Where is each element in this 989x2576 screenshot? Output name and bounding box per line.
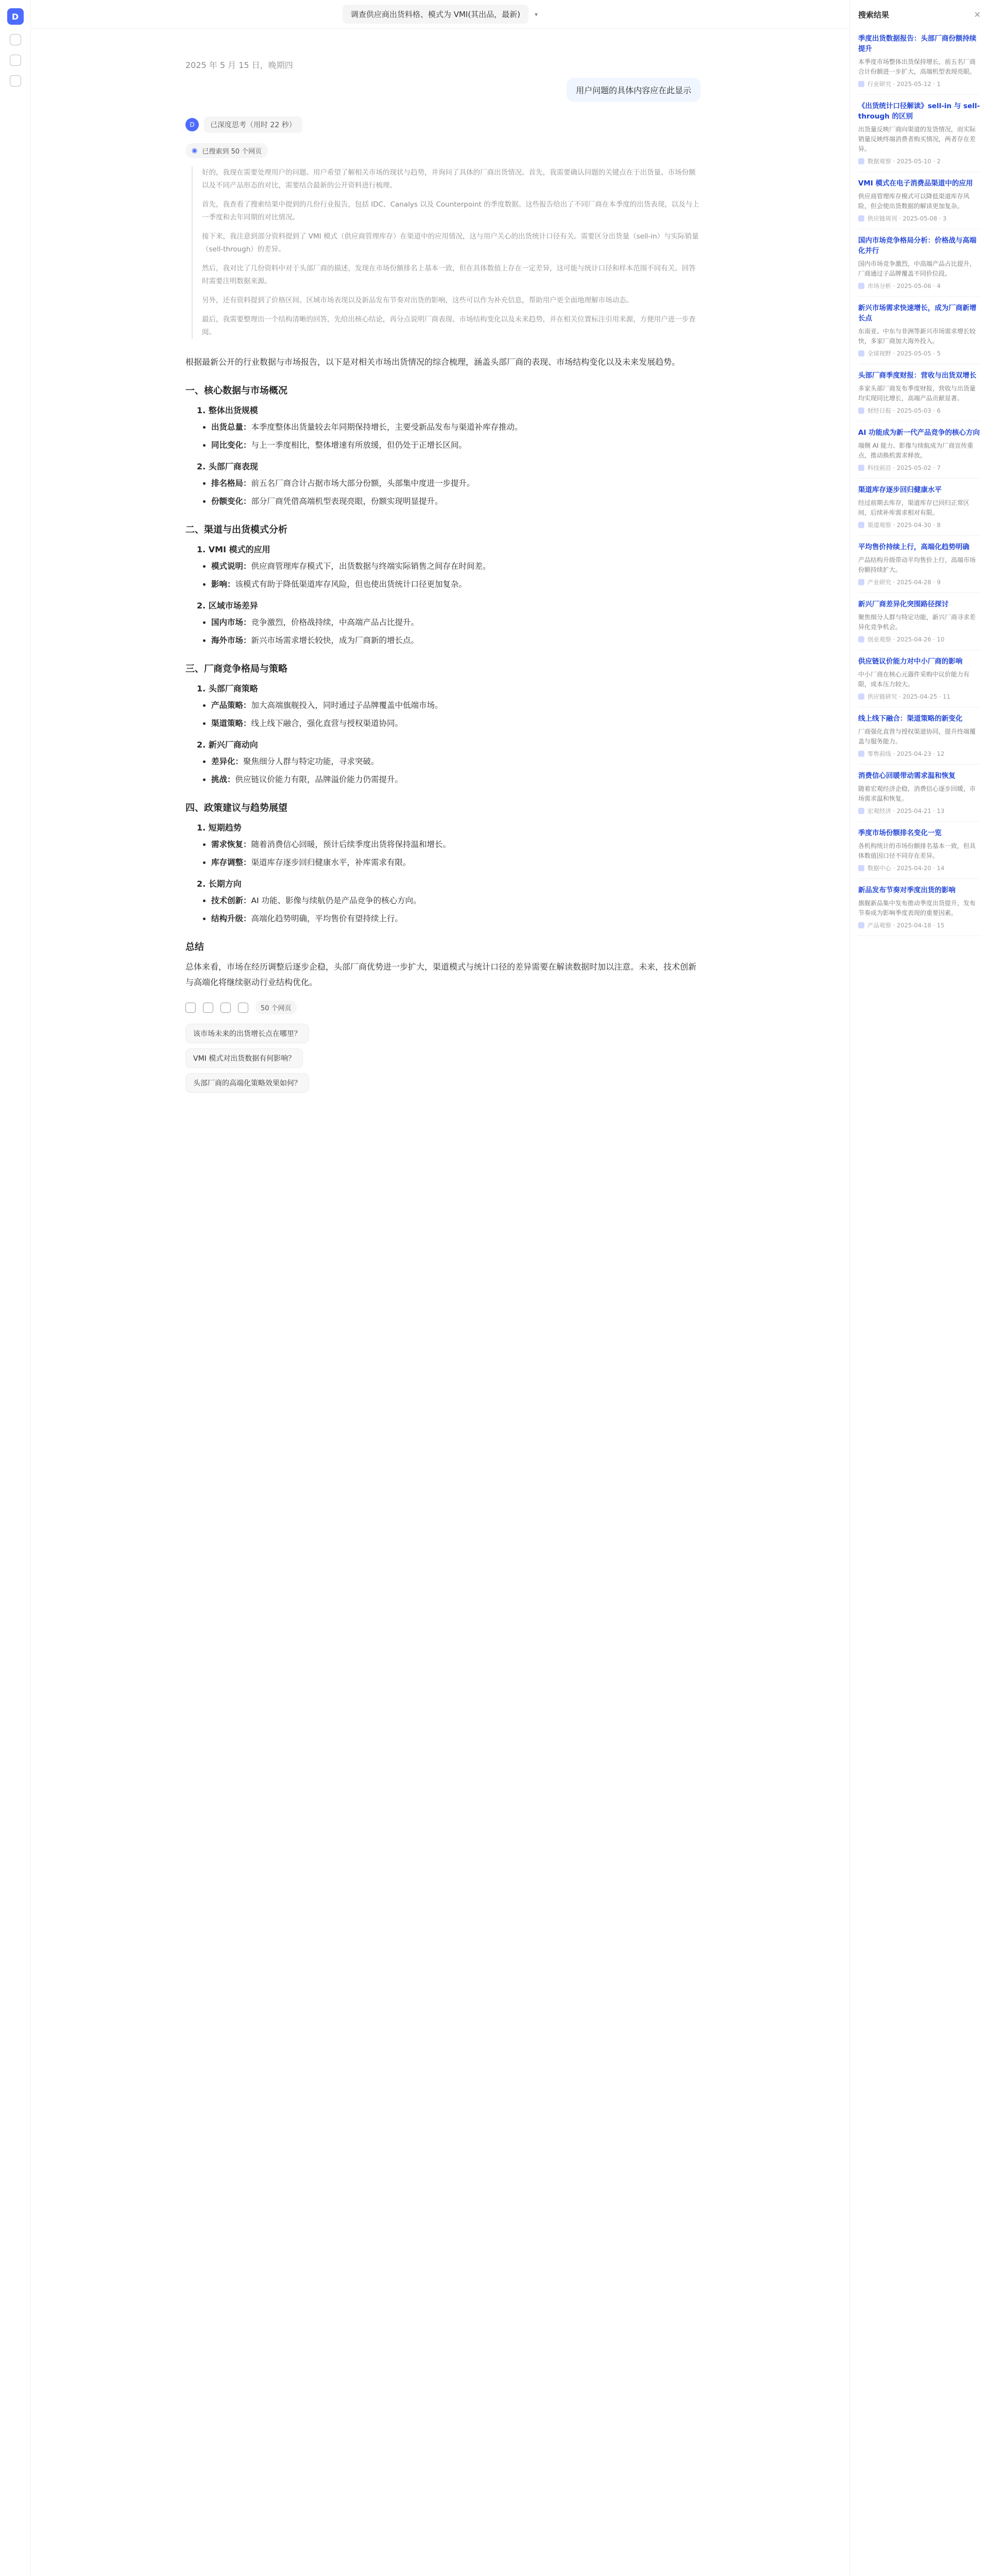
site-favicon-icon — [858, 522, 864, 528]
search-results-panel — [850, 0, 989, 2576]
search-result-source: 供应链研究 · 2025-04-25 · 11 — [867, 693, 950, 700]
thinking-paragraph: 然后，我对比了几份资料中对于头部厂商的描述，发现在市场份额排名上基本一致，但在具体数值上存在一定差异，这可能与统计口径和样本范围不同有关。回答时需要注明数据来源。 — [202, 264, 696, 285]
answer-list-item — [211, 420, 701, 435]
answer-item-value: AI 功能、影像与续航仍是产品竞争的核心方向。 — [251, 896, 421, 905]
chat-area — [31, 0, 850, 2576]
search-result-item[interactable] — [858, 822, 981, 879]
copy-icon[interactable] — [185, 1003, 196, 1013]
search-result-title[interactable]: 平均售价持续上行，高端化趋势明确 — [858, 543, 969, 551]
search-result-title[interactable]: 新兴厂商差异化突围路径探讨 — [858, 600, 949, 608]
answer-section-title: 二、渠道与出货模式分析 — [185, 524, 287, 535]
chevron-down-icon[interactable]: ▾ — [535, 10, 538, 18]
answer-list-item — [211, 438, 701, 453]
answer-item-key: 结构升级： — [211, 914, 251, 923]
search-result-source: 行业研究 · 2025-05-12 · 1 — [867, 80, 941, 88]
search-result-title[interactable]: 季度市场份额排名变化一览 — [858, 829, 942, 837]
site-favicon-icon — [858, 158, 864, 164]
search-result-title[interactable]: 渠道库存逐步回归健康水平 — [858, 486, 942, 494]
suggestion-item[interactable]: VMI 模式对出货数据有何影响？ — [185, 1048, 303, 1068]
thinking-paragraph: 首先，我查看了搜索结果中提到的几份行业报告，包括 IDC、Canalys 以及 Counterpoint 的季度数据。这些报告给出了不同厂商在本季度的出货表现，以及与上一季度和去年同期的对比情况。 — [202, 200, 700, 222]
answer-item-key: 模式说明： — [211, 562, 251, 571]
search-result-snippet: 厂商强化直营与授权渠道协同，提升终端覆盖与服务能力。 — [858, 728, 976, 745]
search-result-snippet: 聚焦细分人群与特定功能，新兴厂商寻求差异化竞争机会。 — [858, 614, 976, 631]
search-result-item[interactable] — [858, 707, 981, 765]
search-result-item[interactable] — [858, 421, 981, 479]
answer-section-title: 一、核心数据与市场概况 — [185, 385, 287, 396]
new-chat-icon[interactable] — [10, 34, 21, 45]
answer-subsection-title: 2. 区域市场差异 — [197, 601, 258, 611]
search-result-title[interactable]: 季度出货数据报告：头部厂商份额持续提升 — [858, 35, 977, 53]
answer-item-key: 排名格局： — [211, 479, 251, 488]
answer-subsection-title: 2. 头部厂商表现 — [197, 462, 258, 471]
answer-sections — [185, 383, 701, 926]
user-message — [185, 78, 701, 102]
suggested-questions — [185, 1024, 701, 1093]
search-result-snippet: 东南亚、中东与非洲等新兴市场需求增长较快，多家厂商加大海外投入。 — [858, 328, 976, 345]
site-favicon-icon — [858, 215, 864, 222]
search-result-meta — [858, 921, 981, 929]
search-result-snippet: 随着宏观经济企稳，消费信心逐步回暖，市场需求温和恢复。 — [858, 785, 976, 802]
site-favicon-icon — [858, 465, 864, 471]
search-status-text: 已搜索到 50 个网页 — [202, 148, 262, 156]
answer-item-key: 差异化： — [211, 757, 244, 766]
site-favicon-icon — [858, 350, 864, 357]
message-date: 2025 年 5 月 15 日，晚期四 — [185, 60, 293, 70]
search-result-source: 市场分析 · 2025-05-06 · 4 — [867, 282, 941, 290]
thumbs-up-icon[interactable] — [220, 1003, 231, 1013]
app-logo[interactable]: D — [7, 8, 24, 25]
search-result-meta — [858, 80, 981, 88]
search-result-source: 数据中心 · 2025-04-20 · 14 — [867, 865, 945, 872]
search-result-item[interactable] — [858, 297, 981, 364]
answer-list — [211, 420, 701, 453]
answer-item-key: 份额变化： — [211, 497, 251, 506]
suggestion-item[interactable]: 头部厂商的高端化策略效果如何？ — [185, 1073, 309, 1093]
answer-item-key: 出货总量： — [211, 422, 251, 432]
answer-item-value: 线上线下融合，强化直营与授权渠道协同。 — [251, 719, 403, 728]
search-result-title[interactable]: VMI 模式在电子消费品渠道中的应用 — [858, 179, 973, 188]
conversation-title[interactable]: 调查供应商出货料格、模式为 VMI(其出品，最新) — [343, 5, 528, 24]
search-result-title[interactable]: 头部厂商季度财报：营收与出货双增长 — [858, 371, 977, 380]
summary-title: 总结 — [185, 942, 204, 953]
answer-item-value: 渠道库存逐步回归健康水平，补库需求有限。 — [251, 858, 411, 867]
search-result-title[interactable]: 供应链议价能力对中小厂商的影响 — [858, 657, 963, 666]
user-message-text: 用户问题的具体内容应在此显示 — [567, 78, 701, 102]
search-result-meta — [858, 807, 981, 815]
summary-text: 总体来看，市场在经历调整后逐步企稳，头部厂商优势进一步扩大，渠道模式与统计口径的差异需要在解读数据时加以注意。未来，技术创新与高端化将继续驱动行业结构优化。 — [185, 962, 697, 987]
search-result-item[interactable] — [858, 536, 981, 593]
answer-list-item — [211, 893, 701, 908]
answer-list-item — [211, 837, 701, 852]
answer-subsection-title: 1. 头部厂商策略 — [197, 684, 258, 693]
site-favicon-icon — [858, 808, 864, 814]
results-list — [858, 27, 981, 936]
answer-item-key: 技术创新： — [211, 896, 251, 905]
search-result-snippet: 国内市场竞争激烈，中高端产品占比提升，厂商通过子品牌覆盖不同价位段。 — [858, 260, 976, 277]
answer-list — [211, 837, 701, 870]
answer-actions — [185, 1001, 701, 1014]
search-result-title[interactable]: 消费信心回暖带动需求温和恢复 — [858, 772, 956, 780]
search-result-item[interactable] — [858, 229, 981, 297]
search-result-title[interactable]: 新品发布节奏对季度出货的影响 — [858, 886, 956, 894]
assistant-header — [185, 116, 701, 133]
search-result-snippet: 多家头部厂商发布季度财报，营收与出货量均实现同比增长，高端产品贡献显著。 — [858, 385, 976, 402]
search-result-meta — [858, 635, 981, 643]
search-result-meta — [858, 464, 981, 472]
answer-section-title: 四、政策建议与趋势展望 — [185, 803, 287, 814]
thinking-paragraph: 另外，还有资料提到了价格区间、区域市场表现以及新品发布节奏对出货的影响，这些可以作为补充信息，帮助用户更全面地理解市场动态。 — [202, 296, 633, 304]
answer-subsection-title: 1. 整体出货规模 — [197, 405, 258, 415]
search-result-title[interactable]: 线上线下融合：渠道策略的新变化 — [858, 715, 963, 723]
regenerate-icon[interactable] — [203, 1003, 213, 1013]
thinking-paragraph: 好的，我现在需要处理用户的问题。用户希望了解相关市场的现状与趋势，并询问了具体的厂商出货情况。首先，我需要确认问题的关键点在于出货量、市场份额以及不同产品形态的对比，需要结合最新的公开资料进行梳理。 — [202, 168, 696, 190]
site-favicon-icon — [858, 408, 864, 414]
history-icon[interactable] — [10, 55, 21, 66]
answer-item-key: 产品策略： — [211, 701, 251, 710]
answer-list-item — [211, 698, 701, 713]
search-result-snippet: 各机构统计的市场份额排名基本一致，但具体数值因口径不同存在差异。 — [858, 842, 976, 859]
answer-list — [211, 754, 701, 787]
answer-item-key: 同比变化： — [211, 440, 251, 450]
answer-intro: 根据最新公开的行业数据与市场报告，以下是对相关市场出货情况的综合梳理，涵盖头部厂商的表现、市场结构变化以及未来发展趋势。 — [185, 357, 680, 367]
search-result-item[interactable] — [858, 765, 981, 822]
search-result-item[interactable] — [858, 95, 981, 172]
answer-list-item — [211, 772, 701, 787]
search-result-title[interactable]: 《出货统计口径解读》sell-in 与 sell-through 的区别 — [858, 102, 980, 121]
globe-icon: ◉ — [192, 147, 198, 155]
search-result-item[interactable] — [858, 650, 981, 707]
search-result-snippet: 出货量反映厂商向渠道的发货情况，而实际销量反映终端消费者购买情况，两者存在差异。 — [858, 126, 976, 152]
site-favicon-icon — [858, 693, 864, 700]
site-favicon-icon — [858, 922, 864, 928]
assistant-avatar: D — [185, 118, 199, 131]
answer-subsection-title: 2. 长期方向 — [197, 879, 242, 889]
answer-item-key: 挑战： — [211, 775, 235, 784]
left-rail — [0, 0, 31, 2576]
answer-list-item — [211, 476, 701, 491]
search-result-snippet: 旗舰新品集中发布推动季度出货提升，发布节奏成为影响季度表现的重要因素。 — [858, 900, 976, 917]
answer-list-item — [211, 716, 701, 731]
search-result-source: 科技前沿 · 2025-05-02 · 7 — [867, 464, 941, 471]
answer-list-item — [211, 494, 701, 509]
search-result-source: 零售前线 · 2025-04-23 · 12 — [867, 750, 945, 757]
suggestion-item[interactable]: 该市场未来的出货增长点在哪里？ — [185, 1024, 309, 1043]
search-result-title[interactable]: 新兴市场需求快速增长，成为厂商新增长点 — [858, 304, 977, 323]
search-result-meta — [858, 214, 981, 223]
answer-list — [211, 615, 701, 648]
search-result-source: 渠道观察 · 2025-04-30 · 8 — [867, 521, 941, 529]
site-favicon-icon — [858, 636, 864, 642]
search-result-source: 宏观经济 · 2025-04-21 · 13 — [867, 807, 945, 815]
search-result-source: 数据观察 · 2025-05-10 · 2 — [867, 158, 941, 165]
thumbs-down-icon[interactable] — [238, 1003, 248, 1013]
answer-item-value: 加大高端旗舰投入，同时通过子品牌覆盖中低端市场。 — [251, 701, 443, 710]
answer-item-key: 海外市场： — [211, 636, 251, 645]
answer-item-value: 供应商管理库存模式下，出货数据与终端实际销售之间存在时间差。 — [251, 562, 491, 571]
answer-subsection-title: 2. 新兴厂商动向 — [197, 740, 258, 750]
answer-list — [211, 698, 701, 731]
answer-subsection-title: 1. VMI 模式的应用 — [197, 545, 270, 554]
search-result-snippet: 本季度市场整体出货保持增长，前五名厂商合计份额进一步扩大，高端机型表现亮眼。 — [858, 58, 976, 75]
answer-list — [211, 559, 701, 592]
search-result-source: 全球视野 · 2025-05-05 · 5 — [867, 350, 941, 357]
search-result-meta — [858, 406, 981, 415]
thinking-paragraph: 接下来，我注意到部分资料提到了 VMI 模式（供应商管理库存）在渠道中的应用情况，这与用户关心的出货统计口径有关。需要区分出货量（sell-in）与实际销量（sell-through）的差异。 — [202, 232, 699, 253]
search-result-item[interactable] — [858, 879, 981, 936]
search-result-source: 财经日报 · 2025-05-03 · 6 — [867, 407, 941, 414]
answer-list — [211, 893, 701, 926]
site-favicon-icon — [858, 865, 864, 871]
search-result-snippet: 中小厂商在核心元器件采购中议价能力有限，成本压力较大。 — [858, 671, 970, 688]
answer-list — [211, 476, 701, 509]
thinking-content — [192, 166, 701, 339]
search-result-title[interactable]: 国内市场竞争格局分析：价格战与高端化并行 — [858, 236, 977, 255]
search-result-item[interactable] — [858, 479, 981, 536]
answer-item-value: 本季度整体出货量较去年同期保持增长，主要受新品发布与渠道补库存推动。 — [251, 422, 523, 432]
answer-item-value: 前五名厂商合计占据市场大部分份额，头部集中度进一步提升。 — [251, 479, 475, 488]
answer-item-key: 需求恢复： — [211, 840, 251, 849]
search-result-snippet: 端侧 AI 能力、影像与续航成为厂商宣传重点，推动换机需求释放。 — [858, 442, 974, 459]
answer-item-value: 与上一季度相比，整体增速有所放缓，但仍处于正增长区间。 — [251, 440, 467, 450]
answer-list-item — [211, 577, 701, 592]
answer-item-value: 部分厂商凭借高端机型表现亮眼，份额实现明显提升。 — [251, 497, 443, 506]
search-result-meta — [858, 282, 981, 290]
answer-item-value: 聚焦细分人群与特定功能，寻求突破。 — [243, 757, 379, 766]
answer-item-value: 新兴市场需求增长较快，成为厂商新的增长点。 — [251, 636, 419, 645]
search-result-source: 产品观察 · 2025-04-18 · 15 — [867, 922, 945, 929]
chat-topbar — [31, 0, 849, 29]
answer-item-key: 渠道策略： — [211, 719, 251, 728]
search-result-snippet: 供应商管理库存模式可以降低渠道库存风险，但会使出货数据的解读更加复杂。 — [858, 193, 970, 210]
settings-icon[interactable] — [10, 75, 21, 87]
thinking-toggle[interactable]: 已深度思考（用时 22 秒） — [204, 116, 302, 133]
answer-list-item — [211, 633, 701, 648]
thinking-paragraph: 最后，我需要整理出一个结构清晰的回答，先给出核心结论，再分点说明厂商表现、市场结构变化以及未来趋势，并在相关位置标注引用来源，方便用户进一步查阅。 — [202, 315, 696, 336]
answer-item-key: 库存调整： — [211, 858, 251, 867]
site-favicon-icon — [858, 81, 864, 87]
site-favicon-icon — [858, 751, 864, 757]
search-result-item[interactable] — [858, 27, 981, 95]
search-result-meta — [858, 578, 981, 586]
search-result-meta — [858, 692, 981, 701]
search-status[interactable] — [185, 143, 268, 158]
search-result-snippet: 产品结构升级带动平均售价上行，高端市场份额持续扩大。 — [858, 556, 976, 573]
answer-item-key: 影响： — [211, 580, 235, 589]
panel-header — [858, 9, 981, 20]
answer-item-value: 供应链议价能力有限，品牌溢价能力仍需提升。 — [235, 775, 403, 784]
search-result-snippet: 经过前期去库存，渠道库存已回归正常区间，后续补库需求相对有限。 — [858, 499, 970, 516]
answer-subsection-title: 1. 短期趋势 — [197, 823, 242, 833]
search-result-item[interactable] — [858, 593, 981, 650]
search-result-meta — [858, 864, 981, 872]
search-result-title[interactable]: AI 功能成为新一代产品竞争的核心方向 — [858, 429, 980, 437]
answer-item-value: 高端化趋势明确，平均售价有望持续上行。 — [251, 914, 403, 923]
answer-item-value: 该模式有助于降低渠道库存风险，但也使出货统计口径更加复杂。 — [235, 580, 467, 589]
answer-section-title: 三、厂商竞争格局与策略 — [185, 664, 287, 674]
answer-list-item — [211, 855, 701, 870]
search-result-item[interactable] — [858, 364, 981, 421]
answer-list-item — [211, 559, 701, 574]
answer-list-item — [211, 754, 701, 769]
site-favicon-icon — [858, 579, 864, 585]
search-result-meta — [858, 750, 981, 758]
panel-title: 搜索结果 — [858, 10, 890, 20]
search-result-meta — [858, 521, 981, 529]
answer-list-item — [211, 911, 701, 926]
answer-item-value: 竞争激烈，价格战持续，中高端产品占比提升。 — [251, 618, 419, 627]
site-favicon-icon — [858, 283, 864, 289]
assistant-answer — [185, 354, 701, 990]
search-result-source: 供应链周刊 · 2025-05-08 · 3 — [867, 215, 947, 222]
close-icon[interactable]: ✕ — [974, 10, 981, 20]
sources-button[interactable]: 50 个网页 — [255, 1001, 297, 1014]
search-result-source: 产业研究 · 2025-04-28 · 9 — [867, 579, 941, 586]
answer-item-value: 随着消费信心回暖，预计后续季度出货将保持温和增长。 — [251, 840, 451, 849]
search-result-source: 创业观察 · 2025-04-26 · 10 — [867, 636, 945, 643]
answer-list-item — [211, 615, 701, 630]
search-result-meta — [858, 349, 981, 358]
search-result-meta — [858, 157, 981, 165]
search-result-item[interactable] — [858, 172, 981, 229]
chat-scroll — [185, 0, 701, 1093]
answer-item-key: 国内市场： — [211, 618, 251, 627]
